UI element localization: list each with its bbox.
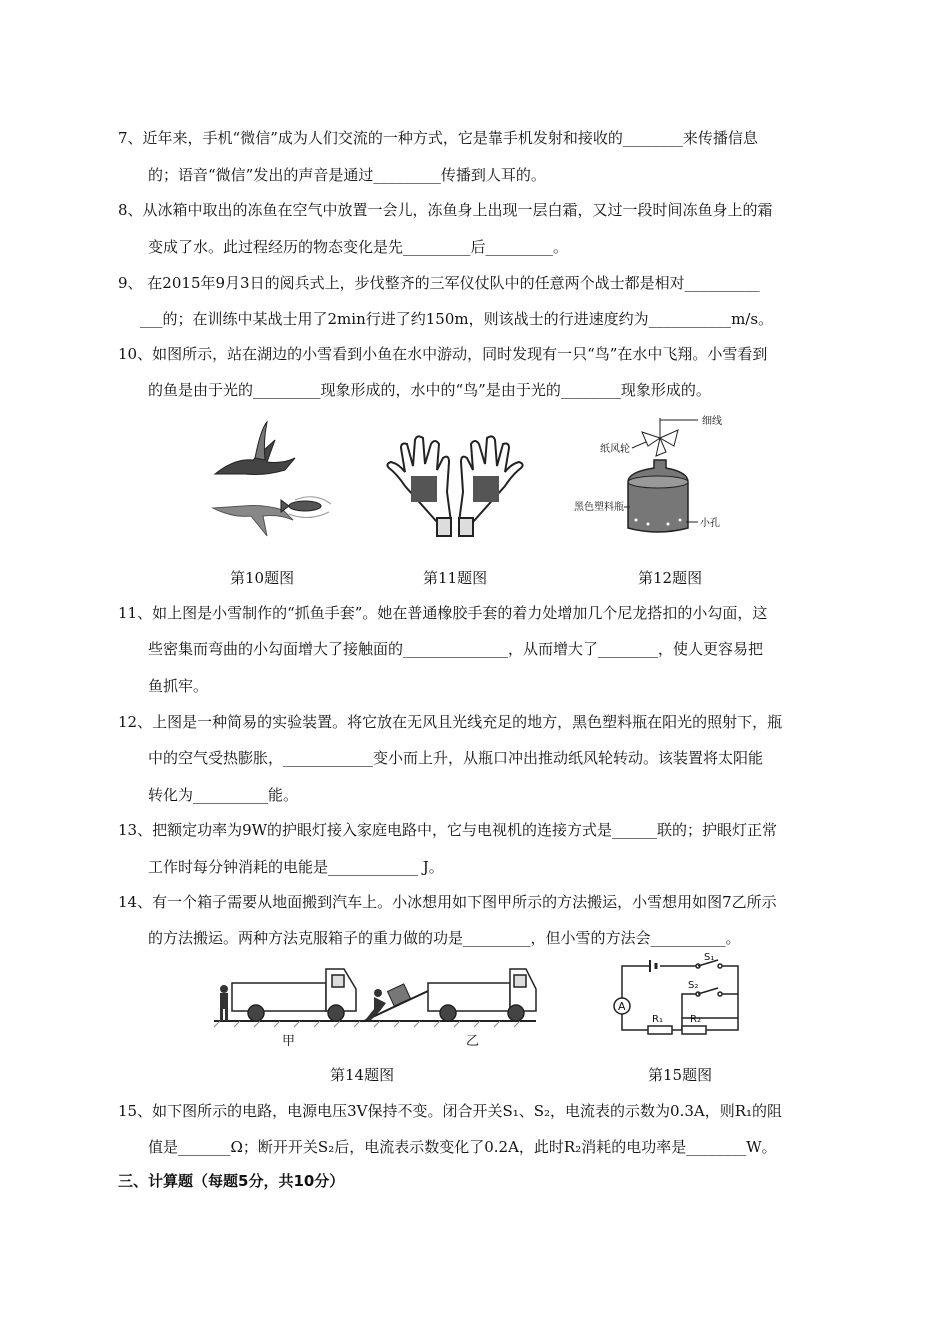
truck-icon: [428, 969, 536, 1021]
switch-s2-icon: [696, 988, 722, 996]
truck-icon: [232, 969, 356, 1021]
q13-line2: 工作时每分钟消耗的电能是____________ J。: [148, 858, 444, 876]
q12-line1: 12、上图是一种简易的实验装置。将它放在无风且光线充足的地方，黑色塑料瓶在阳光的照射下，瓶: [118, 713, 783, 731]
box-icon: [387, 984, 410, 1006]
fig14-image: [210, 955, 540, 1055]
q11-line1: 11、如上图是小雪制作的“抓鱼手套”。她在普通橡胶手套的着力处增加几个尼龙搭扣的小勾面，这: [118, 604, 768, 622]
q7-line2: 的；语音“微信”发出的声音是通过_________传播到人耳的。: [148, 166, 546, 184]
q12-line3: 转化为__________能。: [148, 786, 299, 804]
q8-line2: 变成了水。此过程经历的物态变化是先_________后_________。: [148, 238, 569, 256]
fig10-image: [205, 418, 335, 548]
q7-line1: 7、近年来，手机“微信”成为人们交流的一种方式，它是靠手机发射和接收的________来传播信息: [118, 129, 758, 147]
bottle-icon: [628, 460, 688, 532]
fig10-caption: 第10题图: [230, 569, 295, 587]
battery-icon: [650, 960, 656, 972]
q13-line1: 13、把额定功率为9W的护眼灯接入家庭电路中，它与电视机的连接方式是______联的；护眼灯正常: [118, 821, 778, 839]
q11-line3: 鱼抓牢。: [148, 677, 209, 695]
q14-line1: 14、有一个箱子需要从地面搬到汽车上。小冰想用如下图甲所示的方法搬运，小雪想用如图7乙所示: [118, 893, 777, 911]
fig15-r2-label: R₂: [690, 1014, 701, 1025]
fig12-bottle-label: 黑色塑料瓶: [574, 502, 624, 513]
fig12-image: [570, 412, 750, 542]
fig15-image: [610, 952, 750, 1048]
q8-line1: 8、从冰箱中取出的冻鱼在空气中放置一会儿，冻鱼身上出现一层白霜，又过一段时间冻鱼身上的霜: [118, 201, 773, 219]
resistor-r2-icon: [682, 1026, 706, 1034]
q14-line2: 的方法搬运。两种方法克服箱子的重力做的功是_________，但小雪的方法会__________。: [148, 929, 741, 947]
fig11-image: [375, 430, 535, 540]
fig14-yi-label: 乙: [466, 1034, 480, 1049]
fig12-hole-label: 小孔: [700, 518, 720, 529]
fish-icon: [281, 500, 321, 512]
person-icon: [220, 985, 228, 1021]
fig15-caption: 第15题图: [648, 1066, 713, 1084]
fig15-s1-label: S₁: [704, 952, 715, 963]
resistor-r1-icon: [648, 1026, 672, 1034]
bird-icon: [215, 422, 295, 475]
fig11-caption: 第11题图: [423, 569, 488, 587]
glove-icon: [387, 436, 522, 536]
fig14-jia-label: 甲: [282, 1034, 296, 1049]
ammeter-icon: [614, 998, 630, 1014]
circuit-wires: [622, 966, 738, 1030]
fig15-ammeter-label: A: [618, 1000, 626, 1013]
q11-line2: 些密集而弯曲的小勾面增大了接触面的______________，从而增大了________，使人更容易把: [148, 640, 764, 658]
fig12-wheel-label: 纸风轮: [600, 444, 630, 455]
fig12-caption: 第12题图: [638, 569, 703, 587]
fig15-s2-label: S₂: [688, 980, 699, 991]
fig14-caption: 第14题图: [330, 1066, 395, 1084]
q15-line2: 值是_______Ω；断开开关S₂后，电流表示数变化了0.2A，此时R₂消耗的电功率是________W。: [148, 1138, 777, 1156]
fig12-thread-label: 细线: [702, 416, 722, 427]
fig15-r1-label: R₁: [652, 1014, 663, 1025]
q9-line1: 9、 在2015年9月3日的阅兵式上，步伐整齐的三军仪仗队中的任意两个战士都是相对__________: [118, 274, 760, 292]
q15-line1: 15、如下图所示的电路，电源电压3V保持不变。闭合开关S₁、S₂，电流表的示数为0.3A，则R₁的阻: [118, 1102, 783, 1120]
q10-line2: 的鱼是由于光的_________现象形成的，水中的“鸟”是由于光的________现象形成的。: [148, 381, 711, 399]
section-heading: 三、计算题（每题5分，共10分）: [118, 1172, 345, 1190]
q12-line2: 中的空气受热膨胀，____________变小而上升，从瓶口冲出推动纸风轮转动。该装置将太阳能: [148, 749, 764, 767]
q10-line1: 10、如图所示，站在湖边的小雪看到小鱼在水中游动，同时发现有一只“鸟”在水中飞翔。小雪看到: [118, 345, 768, 363]
q9-line2: ___的；在训练中某战士用了2min行进了约150m，则该战士的行进速度约为___________m/s。: [140, 310, 774, 328]
